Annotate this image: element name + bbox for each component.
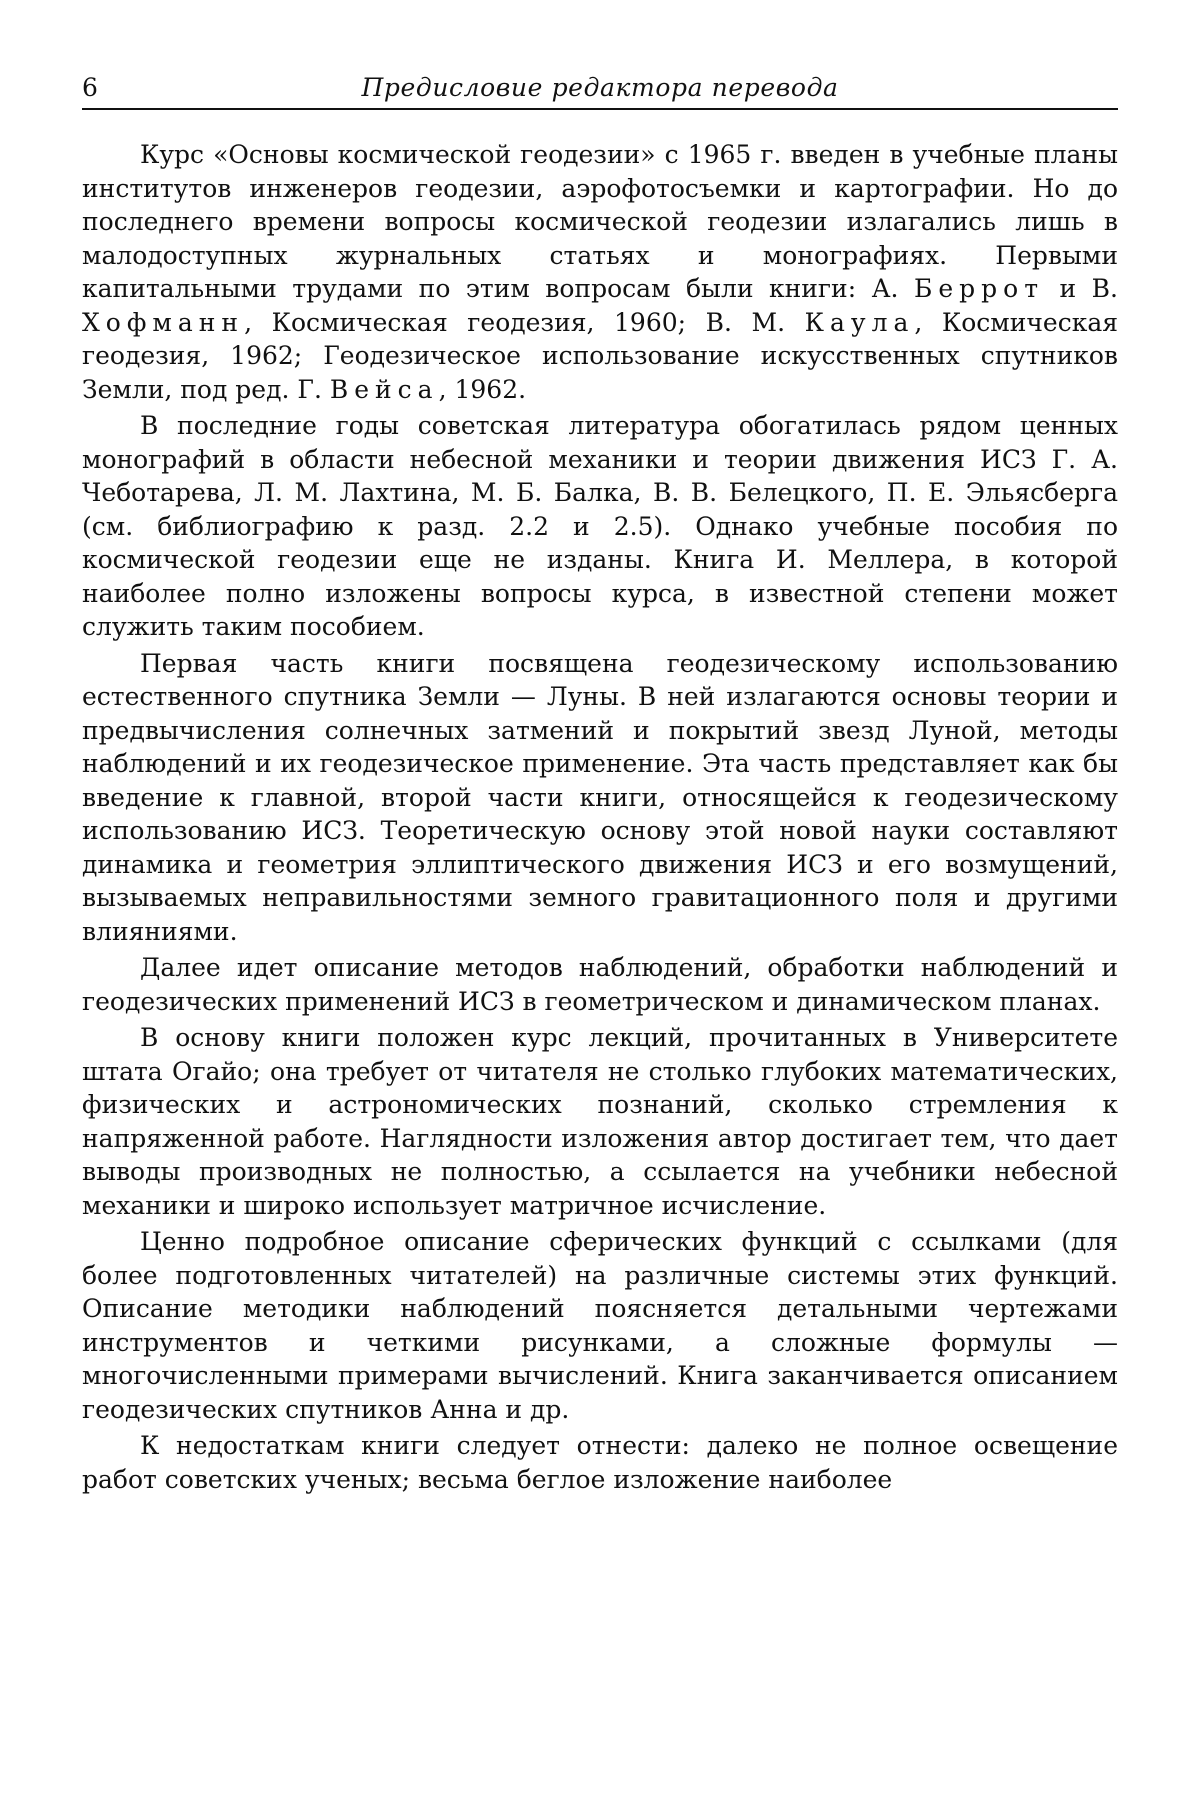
spaced-author-name: Беррот <box>913 274 1045 303</box>
text-segment: Ценно подробное описание сферических функций с ссылками (для более подготовленных читателей) на различные системы этих функций. Описание методики наблюдений поясняется детальными чертежами инструментов и четкими рисунками, а сложные формулы — многочисленными примерами вычислений. Книга заканчивается описанием геодезических спутников Анна и др. <box>82 1227 1118 1424</box>
spaced-author-name: Вейса <box>329 374 439 404</box>
body-text <box>82 138 1118 1496</box>
paragraph <box>82 409 1118 644</box>
text-segment: , Космическая геодезия, 1960; В. М. <box>244 307 805 337</box>
running-head <box>82 68 1118 108</box>
paragraph <box>82 1429 1118 1496</box>
text-segment: Первая часть книги посвящена геодезическому использованию естественного спутника Земли — Луны. В ней излагаются основы теории и предвычисления солнечных затмений и покрытий звезд Луной, методы наблюдений и их геодезическое применение. Эта часть представляет как бы введение к главной, второй части книги, относящейся к геодезическому использованию ИСЗ. Теоретическую основу этой новой науки составляют динамика и геометрия эллиптического движения ИСЗ и его возмущений, вызываемых неправильностями земного гравитационного поля и другими влияниями. <box>82 648 1118 946</box>
paragraph <box>82 1225 1118 1426</box>
text-segment: , 1962. <box>438 374 527 404</box>
paragraph <box>82 138 1118 406</box>
spaced-author-name: Каула <box>804 307 915 337</box>
text-segment: , Космическая геодезия, 1962; Геодезическое использование искусственных спутников Земли, под ред. Г. <box>82 307 1119 404</box>
paragraph <box>82 1021 1118 1222</box>
paragraph <box>82 647 1118 949</box>
text-segment: и В. <box>1044 274 1118 303</box>
spaced-author-name: Хофманн <box>82 307 245 337</box>
header-rule <box>82 108 1118 110</box>
text-segment: В последние годы советская литература обогатилась рядом ценных монографий в области небесной механики и теории движения ИСЗ Г. А. Чеботарева, Л. М. Лахтина, М. Б. Балка, В. В. Белецкого, П. Е. Эльясберга (см. библиографию к разд. 2.2 и 2.5). Однако учебные пособия по космической геодезии еще не изданы. Книга И. Меллера, в которой наиболее полно изложены вопросы курса, в известной степени может служить таким пособием. <box>82 411 1118 641</box>
text-segment: К недостаткам книги следует отнести: далеко не полное освещение работ советских ученых; весьма беглое изложение наиболее <box>82 1431 1118 1494</box>
page-number: 6 <box>82 73 98 102</box>
paragraph <box>82 951 1118 1018</box>
text-segment: В основу книги положен курс лекций, прочитанных в Университете штата Огайо; она требует от читателя не столько глубоких математических, физических и астрономических познаний, сколько стремления к напряженной работе. Наглядности изложения автор достигает тем, что дает выводы производных не полностью, а ссылается на учебники небесной механики и широко использует матричное исчисление. <box>82 1023 1118 1220</box>
text-segment: Далее идет описание методов наблюдений, обработки наблюдений и геодезических применений ИСЗ в геометрическом и динамическом планах. <box>82 953 1118 1016</box>
text-segment: Курс «Основы космической геодезии» с 1965 г. введен в учебные планы институтов инженеров геодезии, аэрофотосъемки и картографии. Но до последнего времени вопросы космической геодезии излагались лишь в малодоступных журнальных статьях и монографиях. Первыми капитальными трудами по этим вопросам были книги: А. <box>82 140 1118 303</box>
running-title: Предисловие редактора перевода <box>361 73 839 102</box>
